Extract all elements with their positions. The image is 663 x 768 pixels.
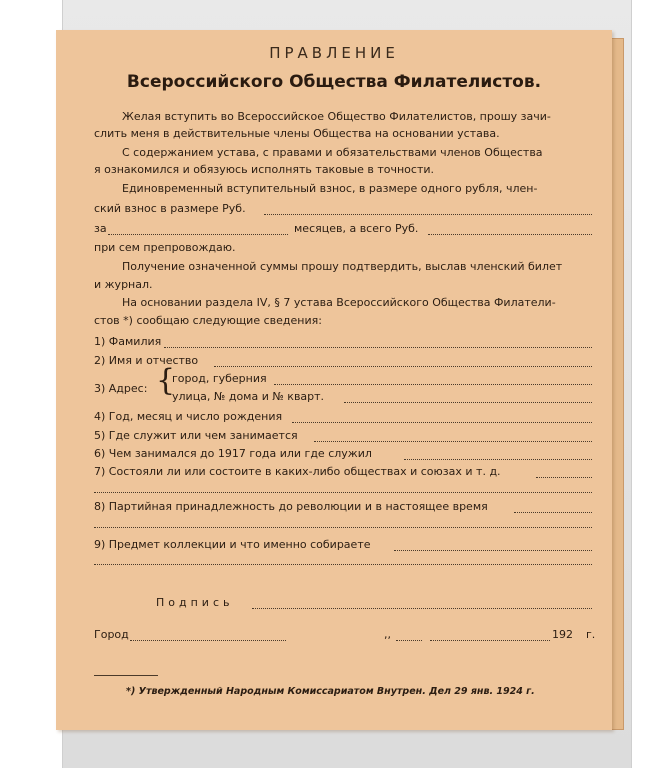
- footnote: *) Утвержденный Народным Комиссариатом Внутрен. Дел 29 янв. 1924 г.: [126, 686, 535, 697]
- pre1917-field[interactable]: [404, 459, 592, 460]
- occupation-field[interactable]: [314, 441, 592, 442]
- para1-line2: слить меня в действительные члены Общества на основании устава.: [94, 127, 500, 140]
- field-address-label: 3) Адрес:: [94, 382, 148, 395]
- para3-za: за: [94, 222, 107, 235]
- city-field[interactable]: [274, 384, 592, 385]
- signature-label: Подпись: [156, 596, 234, 609]
- party-field-line2[interactable]: [94, 527, 592, 528]
- fee-amount-field[interactable]: [264, 214, 592, 215]
- field-pre1917-label: 6) Чем занимался до 1917 года или где служил: [94, 447, 372, 460]
- total-field[interactable]: [428, 234, 592, 235]
- name-field[interactable]: [214, 366, 592, 367]
- field-party-label: 8) Партийная принадлежность до революции и в настоящее время: [94, 500, 488, 513]
- para4-line2: и журнал.: [94, 278, 153, 291]
- para1-line1: Желая вступить во Всероссийское Общество Филателистов, прошу зачи-: [122, 110, 551, 123]
- field-societies-label: 7) Состояли ли или состоите в каких-либо обществах и союзах и т. д.: [94, 465, 501, 478]
- para3-line2: ский взнос в размере Руб.: [94, 202, 246, 215]
- para2-line2: я ознакомился и обязуюсь исполнять таковые в точности.: [94, 163, 435, 176]
- application-form: [56, 30, 612, 730]
- field-surname-label: 1) Фамилия: [94, 335, 162, 348]
- board-heading: ПРАВЛЕНИЕ: [269, 44, 399, 62]
- para5-line1: На основании раздела IV, § 7 устава Всероссийского Общества Филатели-: [122, 296, 556, 309]
- month-field[interactable]: [430, 640, 550, 641]
- para4-line1: Получение означенной суммы прошу подтвердить, выслав членский билет: [122, 260, 563, 273]
- collection-field-line2[interactable]: [94, 564, 592, 565]
- surname-field[interactable]: [164, 347, 592, 348]
- birthdate-field[interactable]: [292, 422, 592, 423]
- year-prefix: 192: [552, 628, 573, 641]
- para3-line4: при сем препровождаю.: [94, 241, 236, 254]
- society-title: Всероссийского Общества Филателистов.: [126, 72, 542, 92]
- street-field[interactable]: [344, 402, 592, 403]
- address-street-label: улица, № дома и № кварт.: [172, 390, 325, 403]
- para3-months: месяцев, а всего Руб.: [294, 222, 419, 235]
- societies-field-line2[interactable]: [94, 492, 592, 493]
- field-name-label: 2) Имя и отчество: [94, 354, 199, 367]
- year-suffix: г.: [586, 628, 596, 641]
- para3-line1: Единовременный вступительный взнос, в размере одного рубля, член-: [122, 182, 538, 195]
- party-field[interactable]: [514, 512, 592, 513]
- months-field[interactable]: [108, 234, 288, 235]
- societies-field[interactable]: [536, 477, 592, 478]
- field-collection-label: 9) Предмет коллекции и что именно собираете: [94, 538, 371, 551]
- field-occupation-label: 5) Где служит или чем занимается: [94, 429, 298, 442]
- day-field[interactable]: [396, 640, 422, 641]
- address-city-label: город, губерния: [172, 372, 267, 385]
- date-quote: ,,: [384, 628, 391, 641]
- collection-field[interactable]: [394, 550, 592, 551]
- para2-line1: С содержанием устава, с правами и обязательствами членов Общества: [122, 146, 543, 159]
- para5-line2: стов *) сообщаю следующие сведения:: [94, 314, 322, 327]
- city-label: Город: [94, 628, 129, 641]
- signature-field[interactable]: [252, 608, 592, 609]
- city-sign-field[interactable]: [130, 640, 286, 641]
- field-birthdate-label: 4) Год, месяц и число рождения: [94, 410, 283, 423]
- footnote-rule: [94, 675, 158, 676]
- address-brace: {: [156, 363, 176, 398]
